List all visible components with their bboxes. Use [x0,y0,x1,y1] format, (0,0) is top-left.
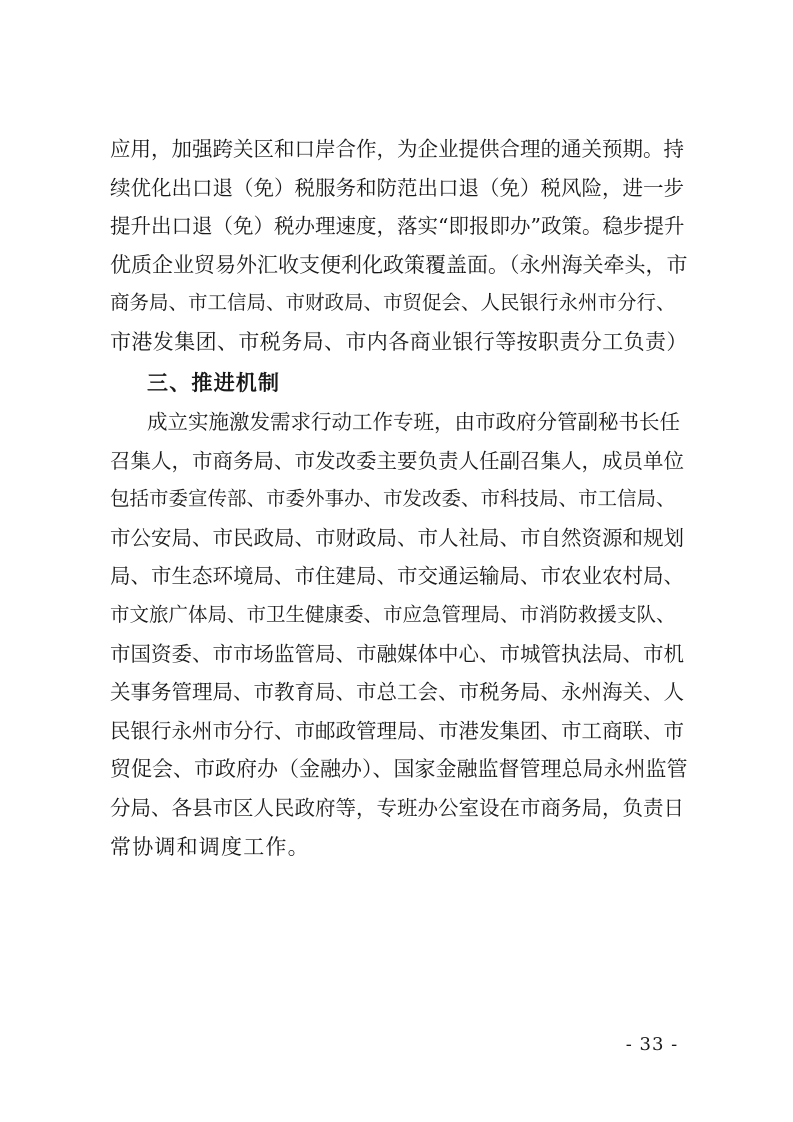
text-line: 贸促会、市政府办（金融办）、国家金融监督管理总局永州监管 [110,757,688,782]
text-line: 市文旅广体局、市卫生健康委、市应急管理局、市消防救援支队、 [110,602,676,626]
text-line: 召集人，市商务局、市发改委主要负责人任副召集人，成员单位 [110,448,684,473]
text-line: 分局、各县市区人民政府等，专班办公室设在市商务局，负责日 [110,795,684,820]
text-line: 续优化出口退（免）税服务和防范出口退（免）税风险，进一步 [110,175,684,200]
text-line: 包括市委宣传部、市委外事办、市发改委、市科技局、市工信局、 [110,487,676,511]
paragraph-mechanism [110,403,688,866]
paragraph-measures-continued [110,130,688,362]
text-line: 市港发集团、市税务局、市内各商业银行等按职责分工负责） [110,329,688,354]
section-heading: 三、推进机制 [147,370,281,395]
text-line: 关事务管理局、市教育局、市总工会、市税务局、永州海关、人 [110,680,684,705]
text-line: 局、市生态环境局、市住建局、市交通运输局、市农业农村局、 [110,564,684,589]
text-line: 常协调和调度工作。 [110,834,310,859]
text-line: 市公安局、市民政局、市财政局、市人社局、市自然资源和规划 [110,525,684,550]
text-line-indented: 成立实施激发需求行动工作专班，由市政府分管副秘书长任 [147,410,680,434]
text-line: 应用，加强跨关区和口岸合作，为企业提供合理的通关预期。持 [110,137,684,161]
text-line: 市国资委、市市场监管局、市融媒体中心、市城管执法局、市机 [110,641,684,666]
text-line: 商务局、市工信局、市财政局、市贸促会、人民银行永州市分行、 [110,291,676,315]
page-number: - 33 - [625,1034,679,1055]
text-line: 优质企业贸易外汇收支便利化政策覆盖面。（永州海关牵头，市 [110,252,688,277]
text-line: 提升出口退（免）税办理速度，落实“即报即办”政策。稳步提升 [110,214,685,239]
text-line: 民银行永州市分行、市邮政管理局、市港发集团、市工商联、市 [110,718,684,743]
